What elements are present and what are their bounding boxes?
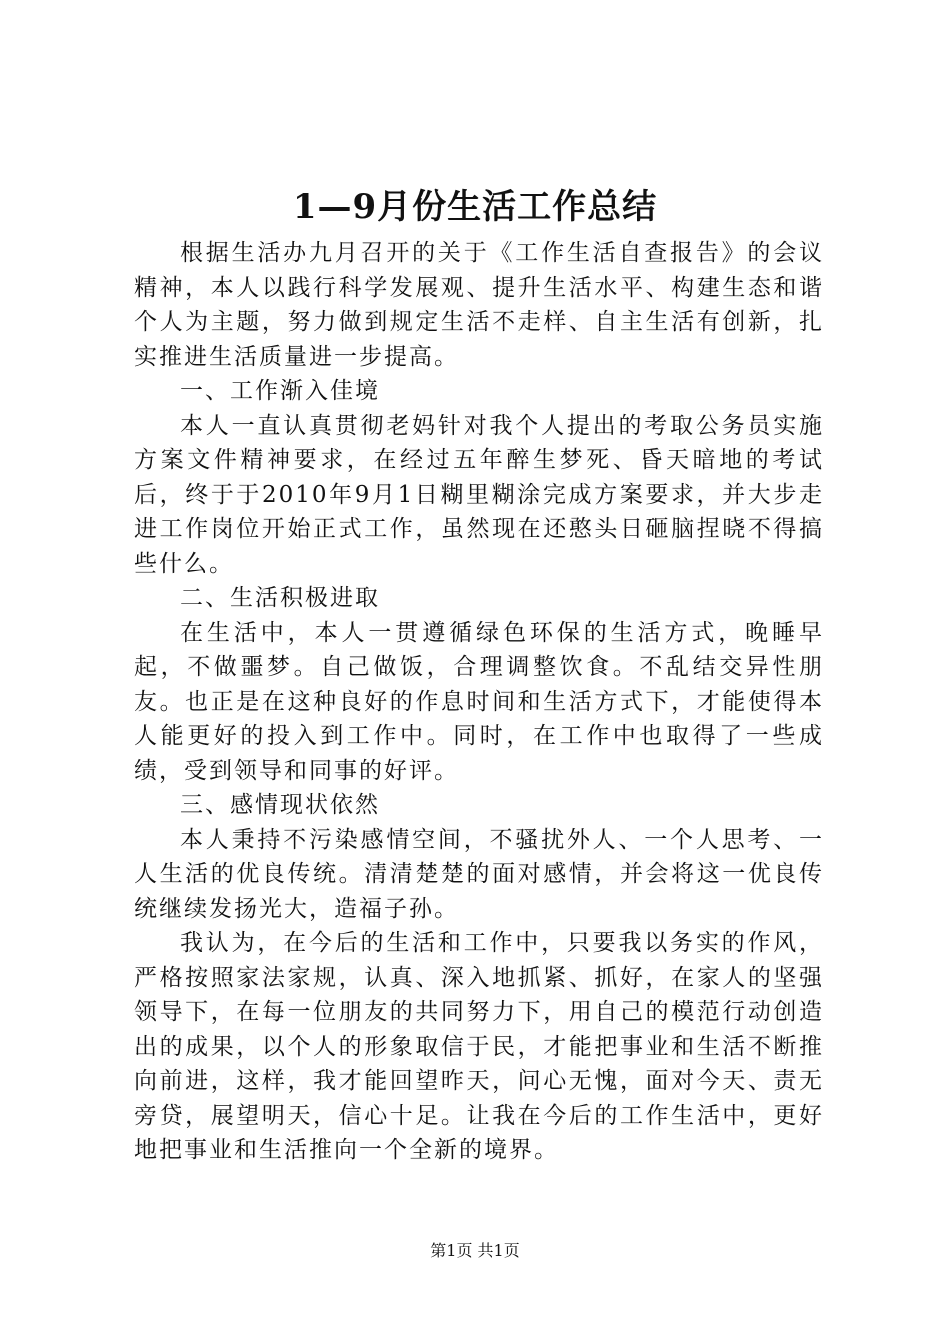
document-title: 1—9月份生活工作总结 xyxy=(292,187,658,227)
paragraph-conclusion: 我认为，在今后的生活和工作中，只要我以务实的作风，严格按照家法家规，认真、深入地抓紧、抓好，在家人的坚强领导下，在每一位朋友的共同努力下，用自己的模范行动创造出的成果，以个人的形象取信于民，才能把事业和生活不断推向前进，这样，我才能回望昨天，问心无愧，面对今天、责无旁贷，展望明天，信心十足。让我在今后的工作生活中，更好地把事业和生活推向一个全新的境界。 xyxy=(134,930,824,1163)
paragraph-work: 本人一直认真贯彻老妈针对我个人提出的考取公务员实施方案文件精神要求，在经过五年醉生梦死、昏天暗地的考试后，终于于2010年9月1日糊里糊涂完成方案要求，并大步走进工作岗位开始正式工作，虽然现在还憨头日砸脑捏晓不得搞些什么。 xyxy=(134,412,824,577)
page-footer: 第1页 共1页 xyxy=(430,1241,520,1260)
document-body xyxy=(134,236,824,1168)
section-heading-emotion: 三、感情现状依然 xyxy=(180,792,380,818)
paragraph-emotion: 本人秉持不污染感情空间，不骚扰外人、一个人思考、一人生活的优良传统。清清楚楚的面对感情，并会将这一优良传统继续发扬光大，造福子孙。 xyxy=(134,826,824,922)
section-heading-work: 一、工作渐入佳境 xyxy=(180,378,380,404)
section-heading-life: 二、生活积极进取 xyxy=(180,585,380,611)
paragraph-life: 在生活中，本人一贯遵循绿色环保的生活方式，晚睡早起，不做噩梦。自己做饭，合理调整饮食。不乱结交异性朋友。也正是在这种良好的作息时间和生活方式下，才能使得本人能更好的投入到工作中。同时，在工作中也取得了一些成绩，受到领导和同事的好评。 xyxy=(134,619,824,784)
paragraph-intro: 根据生活办九月召开的关于《工作生活自查报告》的会议精神，本人以践行科学发展观、提升生活水平、构建生态和谐个人为主题，努力做到规定生活不走样、自主生活有创新，扎实推进生活质量进一步提高。 xyxy=(134,240,824,370)
